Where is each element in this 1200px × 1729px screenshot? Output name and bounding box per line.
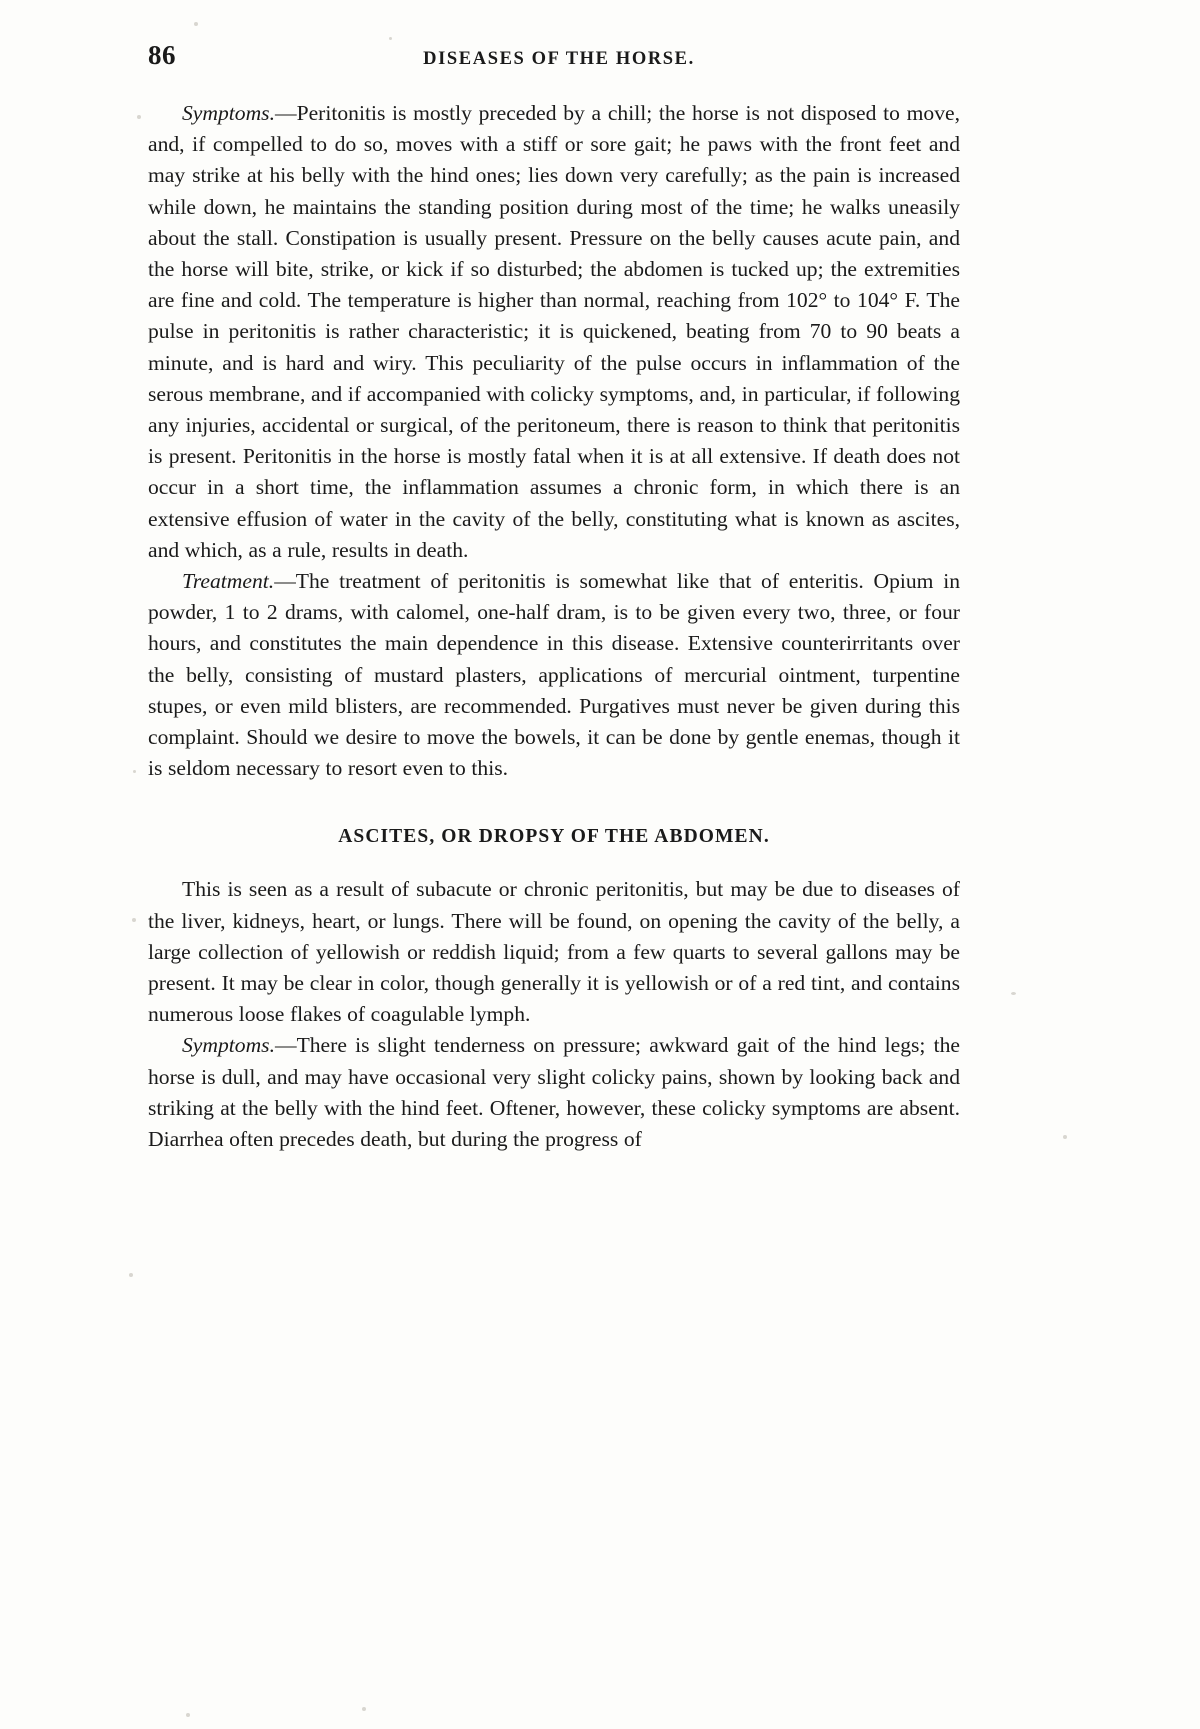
paragraph-text: —There is slight tenderness on pressure; awkward gait of the hind legs; the horse is dull, and may have occasional very slight colicky pains, shown by looking back and striking at the belly with the hind feet. Oftener, however, these colicky symptoms are absent. Diarrhea often precedes death, but during the progress of — [148, 1033, 960, 1152]
section-heading-ascites: ASCITES, OR DROPSY OF THE ABDOMEN. — [338, 826, 770, 848]
paragraph-lead-label: Symptoms. — [182, 101, 275, 125]
paragraph-symptoms-peritonitis — [148, 98, 960, 566]
paragraph-text: —Peritonitis is mostly preceded by a chill; the horse is not disposed to move, and, if compelled to do so, moves with a stiff or sore gait; he paws with the front feet and may strike at his belly with the hind ones; lies down very carefully; as the pain is increased while down, he maintains the standing position during most of the time; he walks uneasily about the stall. Constipation is usually present. Pressure on the belly causes acute pain, and the horse will bite, strike, or kick if so disturbed; the abdomen is tucked up; the extremities are fine and cold. The temperature is higher than normal, reaching from 102° to 104° F. The pulse in peritonitis is rather characteristic; it is quickened, beating from 70 to 90 beats a minute, and is hard and wiry. This peculiarity of the pulse occurs in inflammation of the serous membrane, and if accompanied with colicky symptoms, and, in particular, if following any injuries, accidental or surgical, of the peritoneum, there is reason to think that peritonitis is present. Peritonitis in the horse is mostly fatal when it is at all extensive. If death does not occur in a short time, the inflammation assumes a chronic form, in which there is an extensive effusion of water in the cavity of the belly, constituting what is known as ascites, and which, as a rule, results in death. — [148, 101, 960, 562]
paragraph-ascites-intro — [148, 874, 960, 1030]
paragraph-symptoms-ascites — [148, 1030, 960, 1155]
running-head-title: DISEASES OF THE HORSE. — [423, 49, 695, 69]
page-number: 86 — [148, 40, 176, 70]
paragraph-lead-label: Treatment. — [182, 569, 275, 594]
paragraph-lead-label: Symptoms. — [182, 1033, 275, 1058]
paragraph-text: —The treatment of peritonitis is somewhat like that of enteritis. Opium in powder, 1 to 2 drams, with calomel, one-half dram, is to be given every two, three, or four hours, and constitutes the main dependence in this disease. Extensive counterirritants over the belly, consisting of mustard plasters, applications of mercurial ointment, turpentine stupes, or even mild blisters, are recommended. Purgatives must never be given during this complaint. Should we desire to move the bowels, it can be done by gentle enemas, though it is seldom necessary to resort even to this. — [148, 569, 960, 781]
paragraph-treatment-peritonitis — [148, 566, 960, 784]
running-head — [148, 40, 960, 80]
page-content — [148, 40, 960, 1155]
paragraph-text: This is seen as a result of subacute or chronic peritonitis, but may be due to diseases of the liver, kidneys, heart, or lungs. There will be found, on opening the cavity of the belly, a large collection of yellowish or reddish liquid; from a few quarts to several gallons may be present. It may be clear in color, though generally it is yellowish or of a red tint, and contains numerous loose flakes of coagulable lymph. — [148, 877, 960, 1027]
